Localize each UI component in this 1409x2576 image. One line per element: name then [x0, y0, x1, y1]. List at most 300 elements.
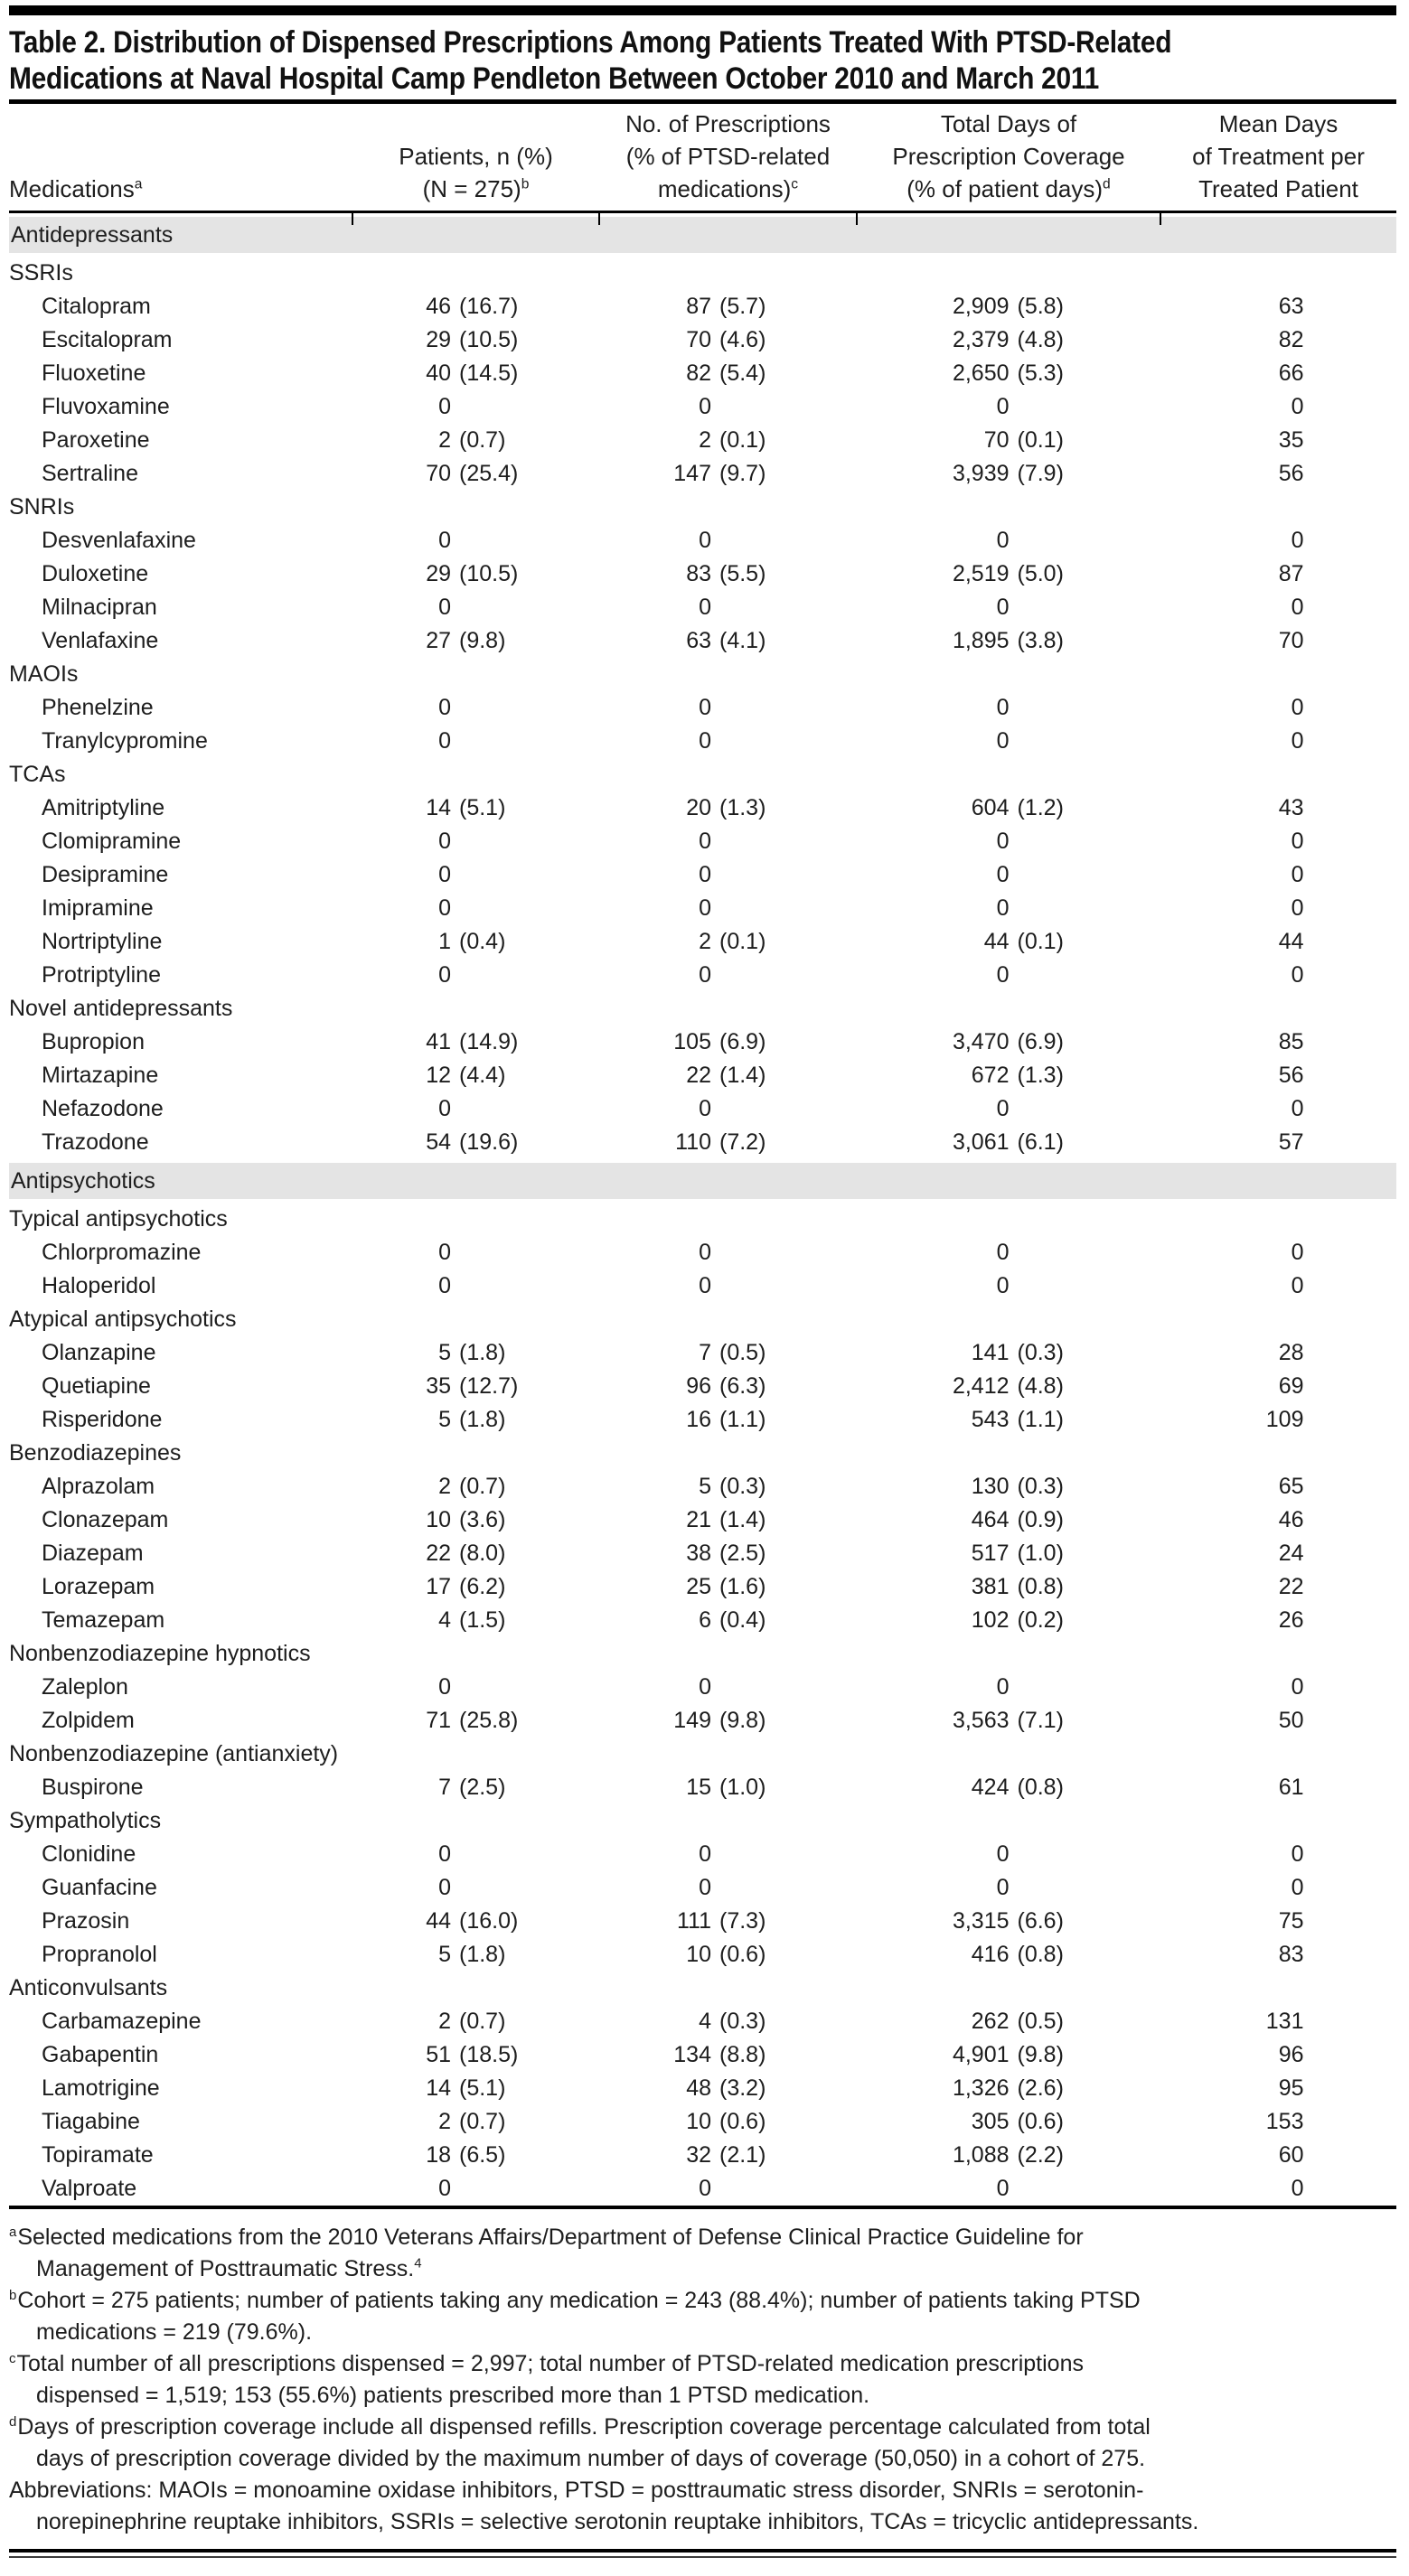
section-band-label: Antipsychotics — [11, 1167, 155, 1194]
value-cell — [599, 1674, 857, 1700]
value-cell — [1160, 795, 1396, 821]
value-percent: (9.7) — [719, 461, 766, 486]
value-number: 7 — [438, 1775, 451, 1800]
drug-name-cell: Escitalopram — [42, 327, 173, 352]
value-percent: (4.6) — [719, 327, 766, 352]
value-pair — [1254, 862, 1304, 888]
value-number: 0 — [438, 728, 451, 754]
value-cell — [352, 2176, 599, 2202]
value-percent: (1.3) — [1017, 1063, 1064, 1088]
value-cell — [1160, 1942, 1396, 1968]
value-pair — [917, 728, 1101, 754]
value-percent — [719, 1096, 803, 1122]
value-number: 22 — [686, 1063, 711, 1088]
value-number: 0 — [438, 962, 451, 988]
value-cell — [599, 695, 857, 721]
value-percent: (6.6) — [1017, 1908, 1064, 1934]
value-pair — [399, 1841, 553, 1868]
footnote-text: Selected medications from the 2010 Veterans Affairs/Department of Defense Clinical Practice Guideline for — [17, 2225, 1084, 2250]
value-pair — [917, 1775, 1101, 1801]
value-pair — [1254, 2109, 1304, 2135]
value-cell — [599, 561, 857, 587]
value-pair — [399, 728, 553, 754]
value-cell — [1160, 1340, 1396, 1366]
drug-name-cell: Carbamazepine — [42, 2009, 202, 2034]
group-label: Sympatholytics — [9, 1808, 162, 1833]
value-pair — [917, 2142, 1101, 2169]
value-number: 0 — [996, 1240, 1010, 1265]
value-cell — [857, 728, 1160, 754]
value-cell — [352, 1340, 599, 1366]
value-percent — [719, 2176, 803, 2202]
value-pair — [917, 1029, 1101, 1055]
drug-row — [9, 457, 1396, 491]
value-percent — [459, 1273, 553, 1299]
value-pair — [653, 2109, 803, 2135]
value-number: 0 — [699, 528, 711, 553]
col-header-prescriptions — [599, 108, 857, 205]
value-number: 0 — [996, 2176, 1010, 2201]
value-number: 2 — [438, 427, 451, 453]
value-cell — [599, 929, 857, 955]
value-cell — [352, 895, 599, 922]
value-pair — [399, 1129, 553, 1156]
drug-name-cell: Desipramine — [42, 862, 169, 887]
header-line: Patients, n (%) — [399, 143, 553, 170]
drug-name-cell: Buspirone — [42, 1775, 144, 1800]
value-pair — [1254, 695, 1304, 721]
value-pair — [917, 628, 1101, 654]
value-number: 2 — [438, 2009, 451, 2034]
value-cell — [1160, 1507, 1396, 1533]
value-cell — [599, 327, 857, 353]
value-percent — [459, 962, 553, 988]
value-cell — [857, 795, 1160, 821]
value-number: 2,519 — [952, 561, 1010, 586]
value-pair — [1254, 595, 1304, 621]
value-pair — [917, 1063, 1101, 1089]
value-number: 3,563 — [952, 1708, 1010, 1733]
value-pair — [1254, 1574, 1304, 1600]
value-percent: (0.1) — [1017, 427, 1064, 453]
value-cell — [857, 1875, 1160, 1901]
value-pair — [399, 528, 553, 554]
value-percent — [459, 1875, 553, 1901]
value-percent: (0.7) — [459, 2109, 506, 2134]
value-cell — [352, 561, 599, 587]
value-cell — [857, 1708, 1160, 1734]
drug-name-cell: Alprazolam — [42, 1474, 155, 1499]
value-number: 110 — [675, 1129, 711, 1155]
value-number: 40 — [426, 361, 451, 386]
value-number: 0 — [996, 1273, 1010, 1298]
value-percent: (0.5) — [1017, 2009, 1064, 2034]
value-pair — [653, 394, 803, 420]
value-cell — [857, 695, 1160, 721]
drug-row — [9, 1126, 1396, 1159]
value-number: 381 — [971, 1574, 1010, 1599]
value-percent: (0.3) — [719, 2009, 766, 2034]
drug-row — [9, 825, 1396, 858]
value-percent: (1.4) — [719, 1063, 766, 1088]
value-percent — [1018, 1841, 1101, 1868]
value-number: 71 — [426, 1708, 451, 1733]
value-number: 0 — [996, 895, 1010, 921]
value-cell — [1160, 929, 1396, 955]
footnote-text: dispensed = 1,519; 153 (55.6%) patients prescribed more than 1 PTSD medication. — [36, 2383, 870, 2408]
value-percent: (5.3) — [1017, 361, 1064, 386]
value-pair — [1254, 1029, 1304, 1055]
value-number: 63 — [686, 628, 711, 653]
drug-name-cell: Phenelzine — [42, 695, 154, 720]
value-cell — [1160, 1096, 1396, 1122]
value-cell — [1160, 1841, 1396, 1868]
value-number: 2,650 — [952, 361, 1010, 386]
value-cell — [857, 1407, 1160, 1433]
value-cell — [857, 361, 1160, 387]
value-pair — [917, 1129, 1101, 1156]
value-number: 18 — [426, 2142, 451, 2168]
header-line: Total Days of — [940, 110, 1077, 137]
value-number: 130 — [971, 1474, 1010, 1499]
value-pair — [1254, 1507, 1304, 1533]
value-pair — [1254, 1875, 1304, 1901]
value-percent: (1.3) — [719, 795, 766, 820]
value-cell — [1160, 1273, 1396, 1299]
value-pair — [1254, 929, 1304, 955]
value-pair — [917, 1507, 1101, 1533]
value-cell — [599, 728, 857, 754]
footnote-text: Total number of all prescriptions dispensed = 2,997; total number of PTSD-related medication prescriptions — [16, 2351, 1084, 2376]
section-band-label: Antidepressants — [11, 221, 174, 248]
value-percent — [719, 1674, 803, 1700]
footnote-line — [9, 2443, 1396, 2475]
value-pair — [1254, 461, 1304, 487]
value-percent — [719, 895, 803, 922]
value-pair — [653, 461, 803, 487]
value-pair — [1254, 2176, 1304, 2202]
drug-name-cell: Lorazepam — [42, 1574, 155, 1599]
footnote-line — [9, 2380, 1396, 2412]
drug-row — [9, 1671, 1396, 1704]
value-percent: (0.7) — [459, 1474, 506, 1499]
value-pair — [917, 1373, 1101, 1400]
value-cell — [1160, 1574, 1396, 1600]
value-pair — [653, 561, 803, 587]
value-cell — [857, 1340, 1160, 1366]
value-percent: (1.4) — [719, 1507, 766, 1532]
value-number: 0 — [996, 829, 1010, 854]
value-pair — [1254, 1607, 1304, 1634]
value-cell — [599, 2142, 857, 2169]
value-number: 16 — [686, 1407, 711, 1432]
value-cell — [857, 862, 1160, 888]
footnote-ref-b: b — [521, 176, 530, 192]
column-tick — [856, 213, 858, 225]
value-cell — [857, 829, 1160, 855]
value-cell — [599, 1875, 857, 1901]
value-percent: (16.0) — [459, 1908, 519, 1934]
value-pair — [399, 2109, 553, 2135]
value-number: 44 — [983, 929, 1010, 954]
drug-row — [9, 1570, 1396, 1604]
value-number: 0 — [438, 829, 451, 854]
value-percent: (7.9) — [1017, 461, 1064, 486]
value-pair — [399, 361, 553, 387]
value-number: 27 — [426, 628, 451, 653]
drug-name-cell: Haloperidol — [42, 1273, 156, 1298]
column-tick — [598, 213, 600, 225]
value-number: 66 — [1278, 361, 1304, 386]
value-percent: (1.8) — [459, 1407, 506, 1432]
drug-row — [9, 1537, 1396, 1570]
drug-name-cell: Amitriptyline — [42, 795, 165, 820]
value-number: 0 — [1291, 695, 1304, 720]
value-number: 3,061 — [952, 1129, 1010, 1155]
footnote-line — [9, 2222, 1396, 2253]
value-pair — [1254, 2142, 1304, 2169]
value-number: 41 — [426, 1029, 451, 1054]
drug-row — [9, 557, 1396, 591]
value-pair — [399, 1096, 553, 1122]
value-cell — [1160, 461, 1396, 487]
value-percent — [459, 862, 553, 888]
drug-name-cell: Olanzapine — [42, 1340, 156, 1365]
value-percent — [459, 1240, 553, 1266]
value-number: 0 — [699, 1674, 711, 1700]
drug-name-cell: Tranylcypromine — [42, 728, 208, 754]
value-pair — [1254, 1942, 1304, 1968]
value-cell — [599, 2109, 857, 2135]
value-cell — [857, 528, 1160, 554]
value-number: 0 — [699, 2176, 711, 2201]
value-number: 5 — [438, 1942, 451, 1967]
value-number: 0 — [996, 962, 1010, 988]
value-cell — [599, 1942, 857, 1968]
value-percent: (3.8) — [1017, 628, 1064, 653]
drug-name-cell: Nefazodone — [42, 1096, 164, 1121]
value-number: 0 — [1291, 1674, 1304, 1700]
value-number: 0 — [438, 1273, 451, 1298]
value-cell — [599, 895, 857, 922]
value-pair — [1254, 1407, 1304, 1433]
value-cell — [352, 2075, 599, 2102]
value-cell — [857, 1674, 1160, 1700]
value-number: 12 — [426, 1063, 451, 1088]
value-cell — [857, 327, 1160, 353]
drug-name-cell: Propranolol — [42, 1942, 157, 1967]
value-pair — [1254, 1096, 1304, 1122]
value-number: 61 — [1278, 1775, 1304, 1800]
value-number: 0 — [699, 829, 711, 854]
value-pair — [1254, 1129, 1304, 1156]
footnote-line — [9, 2475, 1396, 2506]
column-tick — [1160, 213, 1161, 225]
drug-row — [9, 1336, 1396, 1370]
value-pair — [653, 1574, 803, 1600]
value-pair — [917, 1841, 1101, 1868]
drug-row — [9, 1604, 1396, 1637]
value-number: 26 — [1278, 1607, 1304, 1633]
value-cell — [857, 1373, 1160, 1400]
value-percent — [719, 1875, 803, 1901]
value-percent — [459, 1841, 553, 1868]
value-number: 69 — [1278, 1373, 1304, 1399]
value-number: 85 — [1278, 1029, 1304, 1054]
value-number: 2 — [699, 929, 711, 954]
footnote-line — [9, 2506, 1396, 2538]
col-header-coverage — [857, 108, 1160, 205]
value-pair — [653, 1340, 803, 1366]
value-pair — [399, 1775, 553, 1801]
value-number: 65 — [1278, 1474, 1304, 1499]
drug-name-cell: Paroxetine — [42, 427, 150, 453]
value-cell — [352, 695, 599, 721]
value-cell — [857, 1129, 1160, 1156]
value-cell — [352, 2042, 599, 2068]
value-pair — [917, 1607, 1101, 1634]
value-pair — [399, 1607, 553, 1634]
drug-name-cell: Desvenlafaxine — [42, 528, 196, 553]
value-pair — [1254, 1541, 1304, 1567]
value-pair — [653, 628, 803, 654]
value-cell — [352, 2142, 599, 2169]
value-pair — [399, 1240, 553, 1266]
value-pair — [1254, 1474, 1304, 1500]
drug-name-cell: Trazodone — [42, 1129, 149, 1155]
value-pair — [1254, 1273, 1304, 1299]
value-number: 2,379 — [952, 327, 1010, 352]
footnote-text: medications = 219 (79.6%). — [36, 2319, 313, 2345]
drug-name-cell: Nortriptyline — [42, 929, 163, 954]
value-number: 2,412 — [952, 1373, 1010, 1399]
value-cell — [1160, 962, 1396, 988]
drug-row — [9, 1236, 1396, 1269]
group-label: Typical antipsychotics — [9, 1206, 228, 1232]
value-cell — [599, 461, 857, 487]
value-number: 517 — [971, 1541, 1010, 1566]
value-pair — [917, 327, 1101, 353]
footnote-line — [9, 2412, 1396, 2443]
value-cell — [352, 962, 599, 988]
value-cell — [857, 2176, 1160, 2202]
value-number: 0 — [699, 695, 711, 720]
end-rule-thin — [9, 2556, 1396, 2558]
value-pair — [1254, 962, 1304, 988]
value-number: 0 — [1291, 728, 1304, 754]
value-cell — [857, 1841, 1160, 1868]
value-number: 35 — [426, 1373, 451, 1399]
value-number: 0 — [1291, 1273, 1304, 1298]
group-header-row — [9, 1437, 1396, 1470]
value-cell — [1160, 2109, 1396, 2135]
value-number: 0 — [1291, 394, 1304, 419]
value-percent: (2.2) — [1017, 2142, 1064, 2168]
value-number: 0 — [1291, 1875, 1304, 1900]
value-percent: (0.8) — [1017, 1775, 1064, 1800]
value-number: 0 — [1291, 1240, 1304, 1265]
value-number: 0 — [438, 862, 451, 887]
value-pair — [653, 695, 803, 721]
value-percent: (5.0) — [1017, 561, 1064, 586]
value-number: 0 — [1291, 528, 1304, 553]
value-percent: (1.2) — [1017, 795, 1064, 820]
value-number: 46 — [1278, 1507, 1304, 1532]
drug-row — [9, 323, 1396, 357]
value-cell — [599, 1096, 857, 1122]
footnote-line — [9, 2285, 1396, 2317]
value-number: 0 — [1291, 829, 1304, 854]
header-line: medications)$^c$ — [657, 175, 799, 202]
value-percent: (0.1) — [1017, 929, 1064, 954]
value-number: 15 — [686, 1775, 711, 1800]
footnote-text: Cohort = 275 patients; number of patients taking any medication = 243 (88.4%); number of patients taking PTSD — [17, 2288, 1141, 2313]
value-number: 51 — [426, 2042, 451, 2067]
value-percent — [1018, 862, 1101, 888]
value-number: 2,909 — [952, 294, 1010, 319]
value-pair — [917, 1674, 1101, 1700]
value-pair — [917, 1474, 1101, 1500]
value-cell — [1160, 728, 1396, 754]
value-pair — [917, 795, 1101, 821]
value-number: 0 — [438, 2176, 451, 2201]
value-cell — [857, 628, 1160, 654]
value-percent: (14.9) — [459, 1029, 519, 1054]
value-pair — [653, 2142, 803, 2169]
value-number: 46 — [426, 294, 451, 319]
value-pair — [399, 2142, 553, 2169]
value-percent: (2.6) — [1017, 2075, 1064, 2101]
value-number: 35 — [1278, 427, 1304, 453]
value-percent: (7.1) — [1017, 1708, 1064, 1733]
value-number: 0 — [1291, 1096, 1304, 1121]
value-cell — [352, 1942, 599, 1968]
drug-row — [9, 1871, 1396, 1905]
drug-row — [9, 1470, 1396, 1503]
value-cell — [1160, 528, 1396, 554]
value-pair — [1254, 1708, 1304, 1734]
value-cell — [857, 1063, 1160, 1089]
value-pair — [1254, 1373, 1304, 1400]
value-number: 5 — [438, 1407, 451, 1432]
value-cell — [352, 1507, 599, 1533]
value-pair — [917, 595, 1101, 621]
value-number: 672 — [971, 1063, 1010, 1088]
value-percent: (25.4) — [459, 461, 519, 486]
header-divider-rule — [9, 211, 1396, 213]
value-number: 44 — [426, 1908, 451, 1934]
value-cell — [1160, 1674, 1396, 1700]
value-cell — [1160, 895, 1396, 922]
value-number: 0 — [699, 1875, 711, 1900]
value-percent: (8.8) — [719, 2042, 766, 2067]
value-pair — [399, 1029, 553, 1055]
value-number: 0 — [699, 895, 711, 921]
value-cell — [599, 1063, 857, 1089]
value-pair — [653, 1407, 803, 1433]
value-number: 149 — [673, 1708, 711, 1733]
value-cell — [599, 528, 857, 554]
value-cell — [1160, 1474, 1396, 1500]
reference-number: 4 — [414, 2255, 422, 2272]
value-pair — [1254, 361, 1304, 387]
value-pair — [399, 394, 553, 420]
value-pair — [653, 1373, 803, 1400]
value-cell — [857, 1775, 1160, 1801]
value-pair — [917, 528, 1101, 554]
drug-row — [9, 1838, 1396, 1871]
value-pair — [399, 962, 553, 988]
